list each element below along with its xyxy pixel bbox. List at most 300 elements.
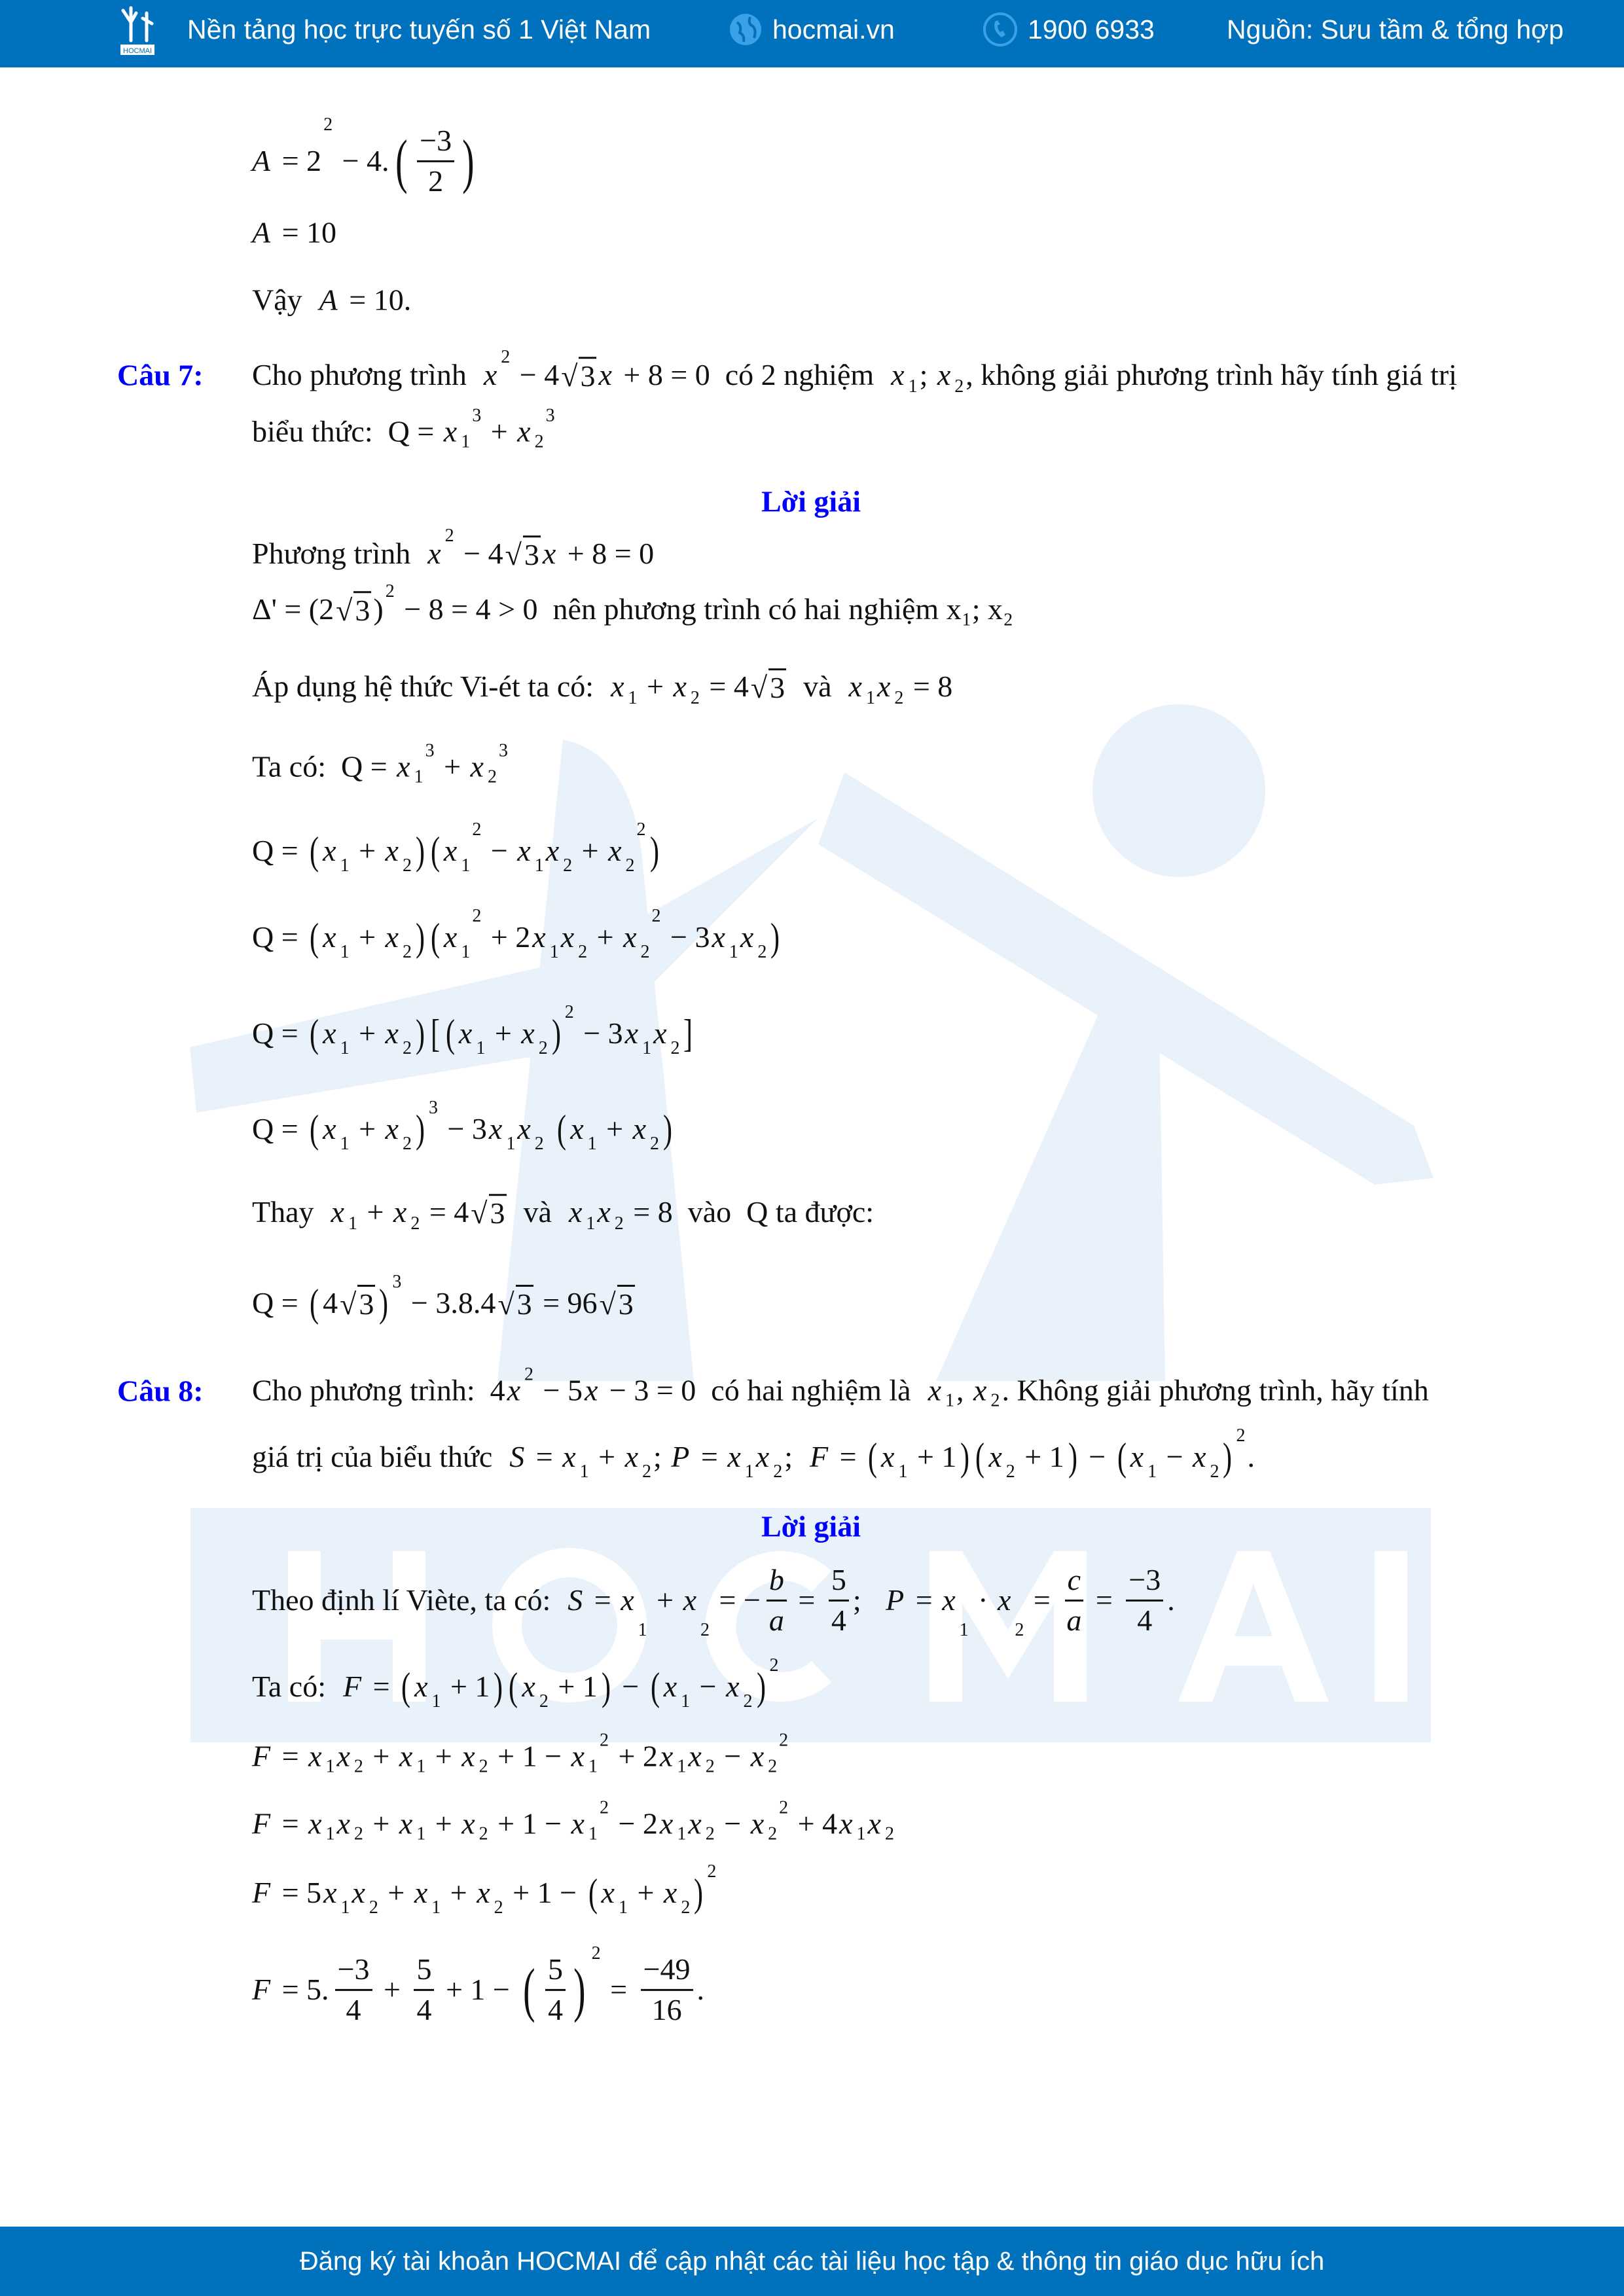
math-line <box>252 284 413 317</box>
text-segment: + <box>427 1806 460 1840</box>
text-segment: = <box>528 1439 561 1473</box>
radical-sign-icon: √ <box>471 1196 488 1230</box>
bracket: ) <box>415 1107 425 1151</box>
math-line <box>252 740 510 787</box>
variable: x <box>584 1373 598 1407</box>
square-root <box>505 535 541 572</box>
text-segment: 4 <box>323 1285 338 1319</box>
square-root <box>561 357 596 393</box>
variable: x <box>624 1016 639 1050</box>
text-segment: = <box>832 1439 865 1473</box>
fraction <box>417 124 454 198</box>
variable: x <box>385 1016 399 1050</box>
text-segment: , không giải phương trình hãy tính giá trị <box>965 357 1457 391</box>
variable: x <box>659 1806 674 1840</box>
square-root <box>497 1285 533 1321</box>
variable: x <box>740 920 754 954</box>
numerator: 5 <box>545 1953 566 1991</box>
variable: x <box>726 1669 740 1703</box>
text-segment: = <box>586 1583 619 1617</box>
subscript: 2 <box>768 1823 778 1844</box>
variable: x <box>568 1194 583 1229</box>
text-segment: + 8 = 0 <box>560 536 655 570</box>
variable: x <box>507 1373 521 1407</box>
numerator: c <box>1065 1564 1083 1602</box>
subscript: 2 <box>402 1038 412 1059</box>
superscript: 2 <box>323 114 333 135</box>
denominator: 4 <box>548 1992 563 2026</box>
denominator: a <box>768 1603 784 1637</box>
math-line <box>252 1002 696 1059</box>
bracket: ( <box>868 1435 878 1479</box>
fraction <box>414 1953 434 2026</box>
text-segment: và <box>788 669 847 703</box>
radical-sign-icon: √ <box>750 671 768 705</box>
radicand: 3 <box>516 1285 533 1321</box>
subscript: 2 <box>650 1134 660 1155</box>
subscript: 2 <box>884 1823 894 1844</box>
variable: x <box>542 536 556 570</box>
variable: x <box>891 357 905 391</box>
variable: x <box>688 1806 702 1840</box>
text-segment: + <box>589 920 622 954</box>
subscript: 1 <box>340 1134 350 1155</box>
subscript: 1 <box>908 376 918 397</box>
subscript: 2 <box>757 942 767 963</box>
subscript: 2 <box>410 1213 420 1234</box>
fraction <box>829 1564 849 1637</box>
subscript: 1 <box>959 1620 969 1641</box>
text-segment: + <box>351 1016 384 1050</box>
bracket: ( <box>310 1282 319 1325</box>
text-segment: = <box>908 1583 941 1617</box>
text-segment: + <box>574 833 607 867</box>
subscript: 2 <box>640 942 650 963</box>
bracket: ) <box>379 1282 389 1325</box>
math-line <box>252 1098 676 1155</box>
question-label: Câu 8: <box>117 1374 204 1408</box>
variable: x <box>673 669 687 703</box>
variable: x <box>1130 1439 1144 1473</box>
variable: x <box>443 920 458 954</box>
phone-icon <box>982 11 1019 48</box>
denominator: 4 <box>1137 1603 1153 1637</box>
text-segment: − <box>483 833 516 867</box>
text-segment: = <box>693 1439 726 1473</box>
numerator: 5 <box>829 1564 849 1602</box>
text-segment: · <box>970 1583 996 1617</box>
subscript: 2 <box>563 855 573 876</box>
variable: x <box>623 920 637 954</box>
variable: x <box>323 1016 336 1050</box>
bracket: ) <box>960 1435 970 1479</box>
subscript: 1 <box>431 1897 441 1918</box>
variable: x <box>308 1806 322 1840</box>
subscript: 2 <box>700 1620 710 1641</box>
text-segment: Q = <box>252 920 306 954</box>
superscript: 2 <box>636 819 646 840</box>
superscript: 2 <box>472 819 482 840</box>
text-segment: = <box>1026 1583 1058 1617</box>
text-segment: − 3 <box>662 920 710 954</box>
bracket: ( <box>445 1012 455 1055</box>
variable: x <box>399 1739 413 1773</box>
subscript: 2 <box>705 1756 715 1777</box>
variable: x <box>937 357 951 391</box>
text-segment: ; <box>919 357 935 391</box>
text-segment: = 10. <box>341 283 412 317</box>
text-segment: = <box>274 1739 307 1773</box>
text-segment: + <box>380 1875 412 1909</box>
variable: x <box>521 1016 535 1050</box>
text-segment: + 1 <box>442 1669 490 1703</box>
radical-sign-icon: √ <box>340 1287 357 1321</box>
text-segment: Δ' = (2 <box>252 592 334 626</box>
subscript: 2 <box>642 1462 651 1482</box>
text-segment: + 1 − <box>490 1739 569 1773</box>
subscript: 1 <box>348 1213 357 1234</box>
text-segment: = − <box>712 1583 761 1617</box>
text-segment: − 8 = 4 > 0 nên phương trình có hai nghiệm x₁; x₂ <box>396 592 1014 626</box>
bracket: ) <box>649 829 659 872</box>
variable: x <box>352 1875 365 1909</box>
text-segment: Ta có: Q = <box>252 749 395 783</box>
variable: x <box>571 1806 585 1840</box>
bracket: ( <box>975 1435 985 1479</box>
radicand: 3 <box>353 591 371 628</box>
radicand: 3 <box>523 535 541 572</box>
solution-heading <box>0 1511 1624 1544</box>
text-segment: = 8 vào Q ta được: <box>625 1194 875 1229</box>
variable: x <box>308 1739 322 1773</box>
subscript: 2 <box>1015 1620 1024 1641</box>
footer-bar <box>0 2227 1624 2296</box>
footer-text: Đăng ký tài khoản HOCMAI để cập nhật các tài liệu học tập & thông tin giáo dục hữu ích <box>299 2246 1325 2276</box>
subscript: 1 <box>628 688 638 708</box>
text-segment: . <box>1167 1583 1175 1617</box>
subscript: 1 <box>414 766 424 787</box>
subscript: 2 <box>773 1462 783 1482</box>
variable: x <box>397 749 410 783</box>
bracket: ) <box>494 1665 503 1708</box>
text-segment: = 10 <box>274 215 337 249</box>
variable: F <box>252 1739 271 1773</box>
text-segment: + <box>483 414 516 448</box>
text-segment: + <box>365 1739 397 1773</box>
subscript: 1 <box>677 1823 687 1844</box>
variable: x <box>997 1583 1011 1617</box>
text-segment: − <box>716 1739 749 1773</box>
bracket: ) <box>1068 1435 1077 1479</box>
variable: x <box>517 1111 531 1145</box>
superscript: 3 <box>392 1272 402 1292</box>
text-segment: − <box>1081 1439 1113 1473</box>
subscript: 1 <box>744 1462 754 1482</box>
subscript: 2 <box>369 1897 378 1918</box>
subscript: 1 <box>856 1823 866 1844</box>
superscript: 2 <box>524 1364 534 1385</box>
subscript: 1 <box>461 942 471 963</box>
variable: x <box>336 1739 350 1773</box>
variable: x <box>632 1111 647 1145</box>
text-segment: + <box>351 833 384 867</box>
text-segment: giá trị của biểu thức <box>252 1439 508 1473</box>
subscript: 2 <box>402 855 412 876</box>
radicand: 3 <box>617 1285 635 1321</box>
text-segment: Cho phương trình <box>252 357 482 391</box>
text-segment: + 1 − <box>505 1875 585 1909</box>
text-segment: + <box>359 1194 391 1229</box>
variable: x <box>517 833 531 867</box>
subscript: 1 <box>586 1213 596 1234</box>
math-line <box>252 581 1015 628</box>
subscript: 1 <box>416 1823 426 1844</box>
phone-number: 1900 6933 <box>1028 14 1155 45</box>
variable: x <box>522 1669 535 1703</box>
variable: x <box>323 833 336 867</box>
bracket: ) <box>756 1665 766 1708</box>
text-segment: − 3 <box>439 1111 487 1145</box>
text-segment: . <box>696 1972 705 2006</box>
text-segment: Ta có: <box>252 1669 342 1703</box>
subscript: 2 <box>402 1134 412 1155</box>
variable: x <box>560 920 575 954</box>
subscript: 1 <box>945 1390 955 1411</box>
phone-link[interactable] <box>982 0 1155 59</box>
subscript: 2 <box>625 855 635 876</box>
text-segment: = 4 <box>422 1194 469 1229</box>
subscript: 1 <box>534 855 544 876</box>
text-segment: = 5 <box>274 1875 322 1909</box>
radical-sign-icon: √ <box>505 538 522 572</box>
denominator: a <box>1066 1603 1082 1637</box>
bracket: ) <box>694 1871 704 1914</box>
variable: x <box>598 357 612 391</box>
text-segment: − 3 <box>575 1016 623 1050</box>
header-tagline: Nền tảng học trực tuyến số 1 Việt Nam <box>187 14 651 45</box>
subscript: 1 <box>642 1038 652 1059</box>
variable: x <box>973 1373 987 1407</box>
superscript: 2 <box>707 1861 717 1882</box>
bracket: ( <box>310 1107 319 1151</box>
variable: x <box>323 1875 337 1909</box>
text-segment: Q = <box>252 1111 306 1145</box>
text-segment: + <box>365 1806 397 1840</box>
text-segment: + <box>436 749 469 783</box>
subscript: 2 <box>534 1134 544 1155</box>
text-segment: = 96 <box>535 1285 598 1319</box>
variable: x <box>385 833 399 867</box>
subscript: 2 <box>402 942 412 963</box>
bracket: ( <box>310 916 319 959</box>
text-segment: Lời giải <box>761 1509 861 1543</box>
denominator: 4 <box>416 1992 432 2026</box>
denominator: 16 <box>651 1992 682 2026</box>
text-segment: + <box>487 1016 520 1050</box>
text-segment: − 3.8.4 <box>403 1285 496 1319</box>
text-segment: = <box>790 1583 823 1617</box>
subscript: 1 <box>325 1756 335 1777</box>
subscript: 1 <box>729 942 738 963</box>
subscript: 2 <box>690 688 700 708</box>
subscript: 1 <box>677 1756 687 1777</box>
superscript: 3 <box>428 1098 438 1118</box>
math-line <box>252 347 1459 397</box>
variable: A <box>319 283 338 317</box>
variable: x <box>532 920 546 954</box>
numerator: 5 <box>414 1953 434 1991</box>
text-segment: + <box>590 1439 623 1473</box>
variable: A <box>252 215 271 249</box>
text-segment: + 8 = 0 có 2 nghiệm <box>615 357 890 391</box>
globe-icon <box>728 12 763 47</box>
header-source: Nguồn: Sưu tầm & tổng hợp <box>1227 14 1564 45</box>
bracket: ) <box>770 916 780 959</box>
text-segment: biểu thức: Q = <box>252 414 442 448</box>
bracket: ) <box>663 1107 673 1151</box>
subscript: 2 <box>478 1756 488 1777</box>
variable: x <box>683 1583 697 1617</box>
subscript: 2 <box>534 431 544 452</box>
variable: x <box>323 920 336 954</box>
variable: x <box>881 1439 895 1473</box>
variable: x <box>663 1669 677 1703</box>
website-link[interactable] <box>728 0 895 59</box>
text-segment <box>546 1113 554 1146</box>
superscript: 3 <box>472 405 482 426</box>
text-segment: + 1 − <box>438 1972 518 2006</box>
numerator: b <box>767 1564 787 1602</box>
subscript: 1 <box>506 1134 516 1155</box>
superscript: 2 <box>769 1655 779 1676</box>
radicand: 3 <box>357 1285 375 1321</box>
subscript: 2 <box>1210 1462 1219 1482</box>
text-segment: − 2 <box>610 1806 658 1840</box>
bracket: ( <box>650 1665 660 1708</box>
variable: x <box>443 414 458 448</box>
text-segment: − <box>614 1669 647 1703</box>
variable: x <box>688 1739 702 1773</box>
variable: x <box>624 1439 638 1473</box>
subscript: 2 <box>954 376 964 397</box>
bracket: ( <box>1117 1435 1127 1479</box>
bracket: ( <box>509 1665 518 1708</box>
denominator: 4 <box>346 1992 361 2026</box>
variable: x <box>727 1439 741 1473</box>
subscript: 2 <box>990 1390 1000 1411</box>
math-line <box>252 1730 790 1777</box>
square-root <box>340 1285 375 1321</box>
subscript: 1 <box>325 1823 335 1844</box>
text-segment: Theo định lí Viète, ta có: <box>252 1583 566 1617</box>
superscript: 2 <box>779 1730 789 1751</box>
math-line <box>252 217 338 250</box>
subscript: 2 <box>614 1213 624 1234</box>
variable: x <box>399 1806 413 1840</box>
superscript: 2 <box>599 1797 609 1818</box>
square-root <box>336 591 371 628</box>
text-segment: + 1 <box>550 1669 598 1703</box>
text-segment: = <box>365 1669 398 1703</box>
variable: x <box>477 1875 490 1909</box>
superscript: 2 <box>472 906 482 926</box>
text-segment: + <box>351 920 384 954</box>
text-segment: + 2 <box>610 1739 658 1773</box>
variable: x <box>848 669 862 703</box>
text-segment: ; <box>852 1583 884 1617</box>
variable: x <box>621 1583 634 1617</box>
superscript: 2 <box>385 581 395 602</box>
numerator: −49 <box>641 1953 693 1991</box>
subscript: 2 <box>578 942 588 963</box>
math-line <box>252 526 656 572</box>
radical-sign-icon: √ <box>599 1287 616 1321</box>
bracket: ) <box>415 916 425 959</box>
math-line <box>252 1861 718 1918</box>
subscript: 1 <box>549 942 559 963</box>
text-segment: + 1 <box>909 1439 957 1473</box>
variable: x <box>608 833 622 867</box>
text-segment: = 8 <box>905 669 953 703</box>
subscript: 1 <box>1147 1462 1157 1482</box>
variable: x <box>461 1806 475 1840</box>
text-segment: + <box>649 1583 681 1617</box>
fraction <box>641 1953 693 2026</box>
variable: x <box>331 1194 344 1229</box>
bracket: ( <box>588 1871 598 1914</box>
radical-sign-icon: √ <box>497 1287 514 1321</box>
text-segment: ; <box>784 1439 808 1473</box>
variable: x <box>663 1875 677 1909</box>
variable: x <box>427 536 441 570</box>
subscript: 1 <box>681 1691 691 1712</box>
variable: x <box>611 669 624 703</box>
bracket: ) <box>551 1012 561 1055</box>
subscript: 2 <box>539 1691 549 1712</box>
radical-sign-icon: √ <box>561 359 578 393</box>
text-segment: + <box>639 669 672 703</box>
large-bracket: ) <box>573 1956 586 2023</box>
variable: x <box>461 1739 475 1773</box>
text-segment: = <box>1088 1583 1121 1617</box>
subscript: 2 <box>743 1691 753 1712</box>
large-bracket: ) <box>462 127 475 194</box>
math-line <box>252 1943 706 2026</box>
radicand: 3 <box>489 1194 507 1230</box>
subscript: 2 <box>538 1038 548 1059</box>
text-segment: Cho phương trình: 4 <box>252 1373 505 1407</box>
variable: x <box>988 1439 1002 1473</box>
subscript: 1 <box>431 1691 441 1712</box>
bracket: ( <box>430 829 440 872</box>
subscript: 1 <box>340 1038 350 1059</box>
variable: x <box>928 1373 942 1407</box>
text-segment: Q = <box>252 1285 306 1319</box>
variable: x <box>867 1806 881 1840</box>
variable: F <box>252 1806 271 1840</box>
text-segment: = 2 <box>274 143 322 177</box>
variable: x <box>712 920 725 954</box>
subscript: 1 <box>587 1134 597 1155</box>
bracket: ) <box>1223 1435 1233 1479</box>
text-segment: + <box>598 1111 631 1145</box>
radical-sign-icon: √ <box>336 594 353 628</box>
variable: x <box>570 1111 584 1145</box>
variable: x <box>876 669 891 703</box>
math-line <box>252 906 784 963</box>
fraction <box>545 1953 566 2026</box>
subscript: 2 <box>494 1897 503 1918</box>
